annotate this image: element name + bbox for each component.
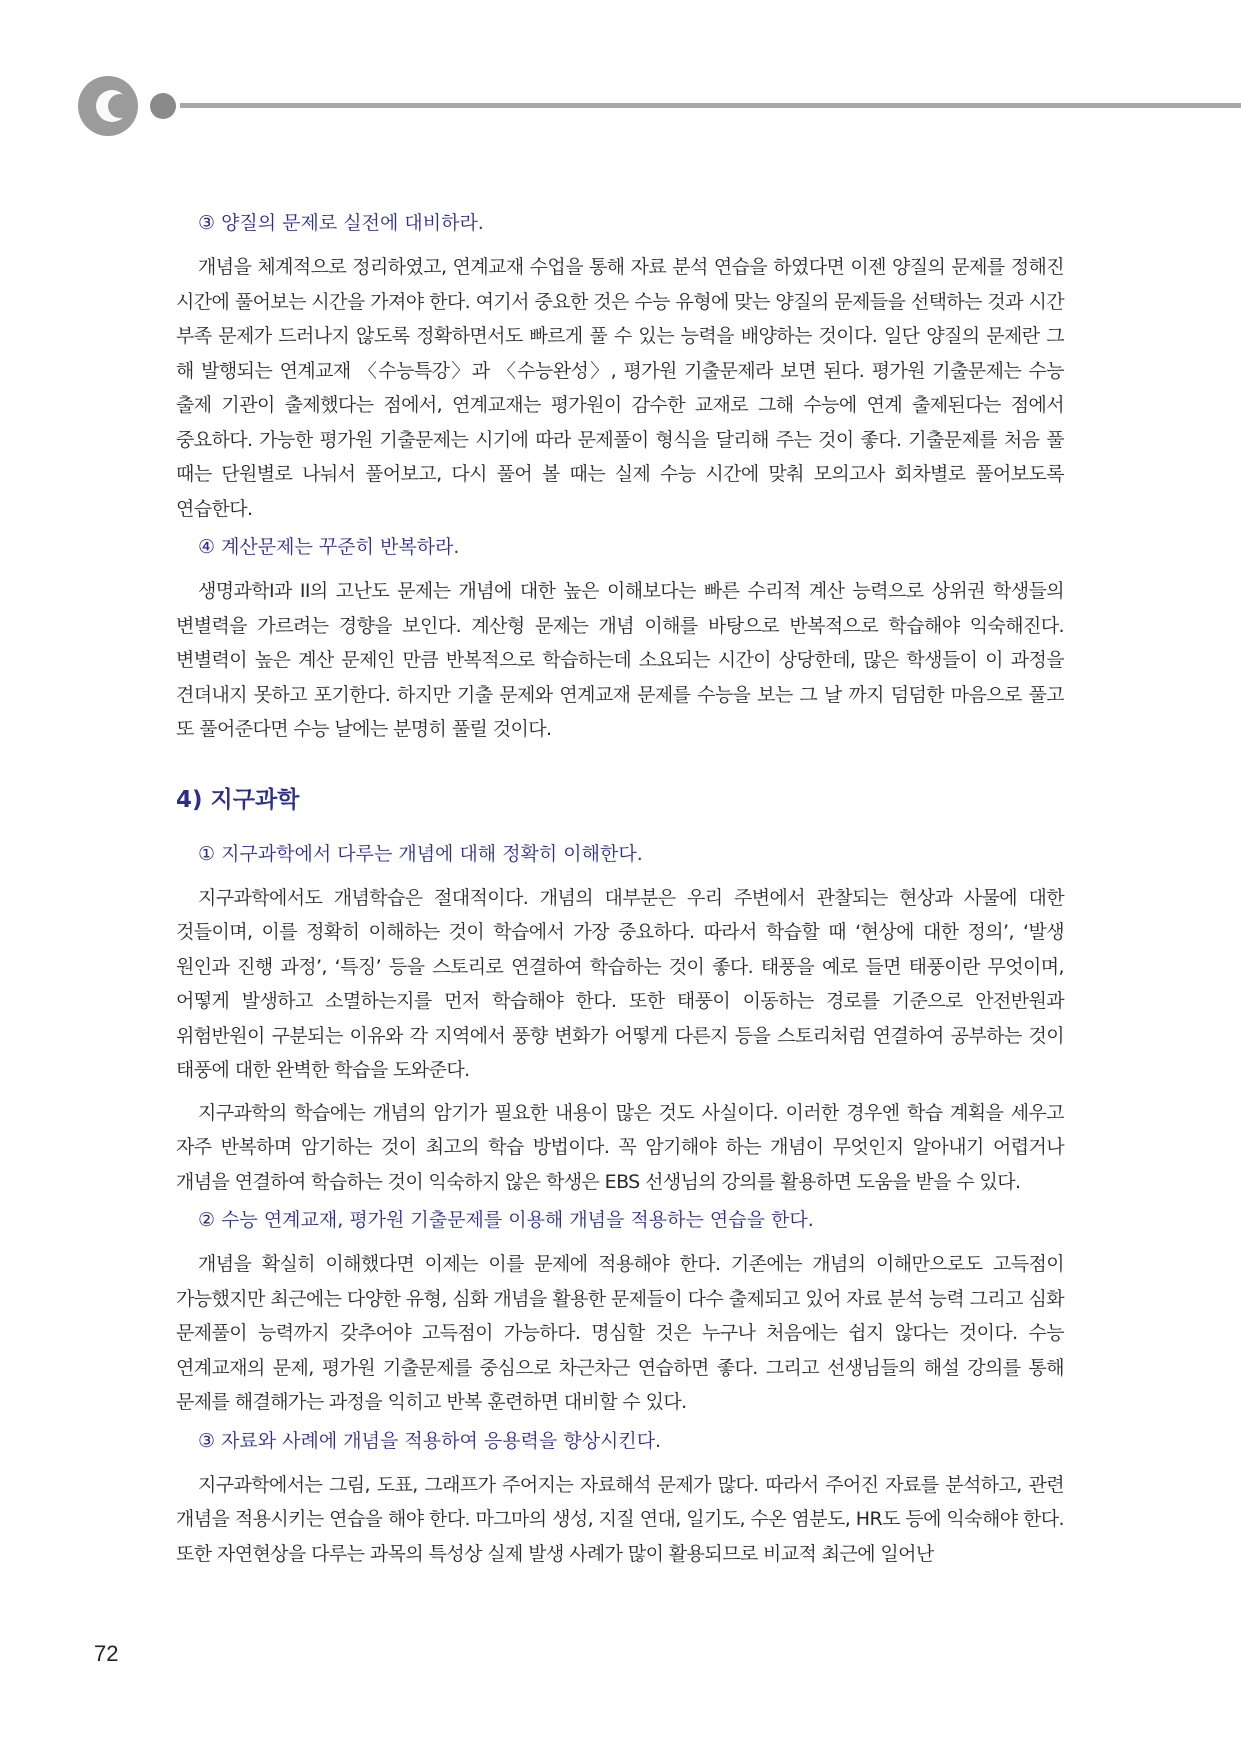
block-earth-1	[176, 841, 1064, 1200]
header-rule	[180, 103, 1241, 108]
section-title: 4) 지구과학	[176, 786, 300, 813]
block-earth-2	[176, 1207, 1064, 1420]
paragraph: 지구과학에서도 개념학습은 절대적이다. 개념의 대부분은 우리 주변에서 관찰되는 현상과 사물에 대한 것들이며, 이를 정확히 이해하는 것이 학습에서 가장 중요하다. 따라서 학습할 때 ‘현상에 대한 정의’, ‘발생 원인과 진행 과정’, ‘특징’ 등을 스토리로 연결하여 학습하는 것이 좋다. 태풍을 예로 들면 태풍이란 무엇이며, 어떻게 발생하고 소멸하는지를 먼저 학습해야 한다. 또한 태풍이 이동하는 경로를 기준으로 안전반원과 위험반원이 구분되는 이유와 각 지역에서 풍향 변화가 어떻게 다른지 등을 스토리처럼 연결하여 공부하는 것이 태풍에 대한 완벽한 학습을 도와준다.	[176, 886, 1064, 1081]
block-prev-4	[176, 534, 1064, 747]
block-prev-3	[176, 210, 1064, 526]
subheading: ④ 계산문제는 꾸준히 반복하라.	[198, 536, 460, 558]
paragraph: 지구과학의 학습에는 개념의 암기가 필요한 내용이 많은 것도 사실이다. 이러한 경우엔 학습 계획을 세우고 자주 반복하며 암기하는 것이 최고의 학습 방법이다. 꼭 암기해야 하는 개념이 무엇인지 알아내기 어렵거나 개념을 연결하여 학습하는 것이 익숙하지 않은 학생은 EBS 선생님의 강의를 활용하면 도움을 받을 수 있다.	[176, 1101, 1064, 1193]
page-content	[176, 210, 1064, 1579]
paragraph: 개념을 체계적으로 정리하였고, 연계교재 수업을 통해 자료 분석 연습을 하였다면 이젠 양질의 문제를 정해진 시간에 풀어보는 시간을 가져야 한다. 여기서 중요한 것은 수능 유형에 맞는 양질의 문제들을 선택하는 것과 시간 부족 문제가 드러나지 않도록 정확하면서도 빠르게 풀 수 있는 능력을 배양하는 것이다. 일단 양질의 문제란 그 해 발행되는 연계교재 〈수능특강〉과 〈수능완성〉, 평가원 기출문제라 보면 된다. 평가원 기출문제는 수능 출제 기관이 출제했다는 점에서, 연계교재는 평가원이 감수한 교재로 그해 수능에 연계 출제된다는 점에서 중요하다. 가능한 평가원 기출문제는 시기에 따라 문제풀이 형식을 달리해 주는 것이 좋다. 기출문제를 처음 풀 때는 단원별로 나눠서 풀어보고, 다시 풀어 볼 때는 실제 수능 시간에 맞춰 모의고사 회차별로 풀어보도록 연습한다.	[176, 256, 1064, 520]
subheading: ② 수능 연계교재, 평가원 기출문제를 이용해 개념을 적용하는 연습을 한다.	[198, 1209, 814, 1231]
subheading: ① 지구과학에서 다루는 개념에 대해 정확히 이해한다.	[198, 842, 643, 865]
page-number: 72	[94, 1641, 119, 1666]
paragraph: 지구과학에서는 그림, 도표, 그래프가 주어지는 자료해석 문제가 많다. 따라서 주어진 자료를 분석하고, 관련 개념을 적용시키는 연습을 해야 한다. 마그마의 생성, 지질 연대, 일기도, 수온 염분도, HR도 등에 익숙해야 한다. 또한 자연현상을 다루는 과목의 특성상 실제 발생 사례가 많이 활용되므로 비교적 최근에 일어난	[176, 1473, 1064, 1565]
paragraph: 개념을 확실히 이해했다면 이제는 이를 문제에 적용해야 한다. 기존에는 개념의 이해만으로도 고득점이 가능했지만 최근에는 다양한 유형, 심화 개념을 활용한 문제들이 다수 출제되고 있어 자료 분석 능력 그리고 심화 문제풀이 능력까지 갖추어야 고득점이 가능하다. 명심할 것은 누구나 처음에는 쉽지 않다는 것이다. 수능 연계교재의 문제, 평가원 기출문제를 중심으로 차근차근 연습하면 좋다. 그리고 선생님들의 해설 강의를 통해 문제를 해결해가는 과정을 익히고 반복 훈련하면 대비할 수 있다.	[176, 1253, 1064, 1413]
block-earth-3	[176, 1428, 1064, 1572]
header-decoration	[0, 0, 1241, 150]
subheading: ③ 양질의 문제로 실전에 대비하라.	[198, 212, 484, 234]
paragraph: 생명과학I과 II의 고난도 문제는 개념에 대한 높은 이해보다는 빠른 수리적 계산 능력으로 상위권 학생들의 변별력을 가르려는 경향을 보인다. 계산형 문제는 개념 이해를 바탕으로 반복적으로 학습해야 익숙해진다. 변별력이 높은 계산 문제인 만큼 반복적으로 학습하는데 소요되는 시간이 상당한데, 많은 학생들이 이 과정을 견뎌내지 못하고 포기한다. 하지만 기출 문제와 연계교재 문제를 수능을 보는 그 날 까지 덤덤한 마음으로 풀고 또 풀어준다면 수능 날에는 분명히 풀릴 것이다.	[176, 580, 1064, 740]
small-circle-icon	[150, 93, 176, 119]
inner-dot-icon	[108, 94, 132, 118]
subheading: ③ 자료와 사례에 개념을 적용하여 응용력을 향상시킨다.	[198, 1429, 662, 1452]
